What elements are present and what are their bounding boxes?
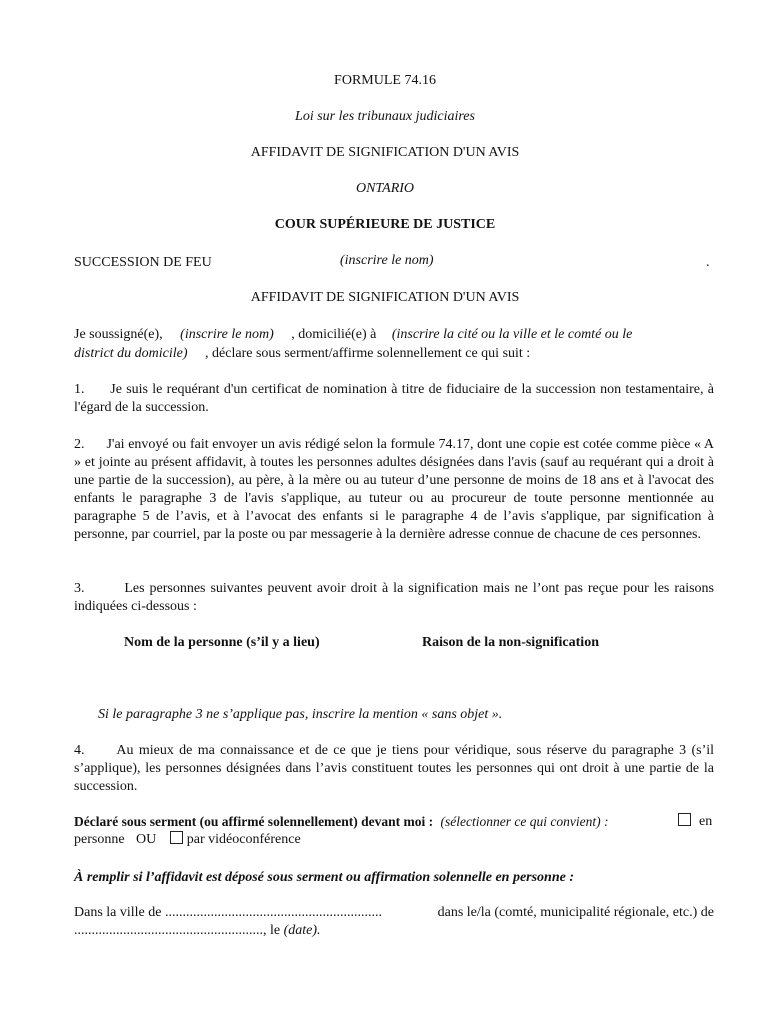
province: ONTARIO [355,181,415,196]
option-in-person-label-2: personne [74,832,125,847]
paragraph-1 [74,381,714,417]
estate-label: SUCCESSION DE FEU [74,255,212,270]
option-video-label: par vidéoconférence [186,832,301,847]
column-header-name: Nom de la personne (s’il y a lieu) [124,635,320,650]
estate-end: . [706,255,710,270]
option-in-person-group [674,813,712,831]
checkbox-in-person[interactable] [678,813,691,826]
court-name: COUR SUPÉRIEURE DE JUSTICE [274,217,496,232]
paragraph-4 [74,742,714,796]
city-line-2 [74,922,321,940]
form-number: FORMULE 74.16 [334,73,436,88]
intro-text-2: , domicilié(e) à [291,327,377,342]
city-text-1: Dans la ville de .............................................................. [74,905,382,920]
paragraph-2 [74,436,714,544]
in-person-heading: À remplir si l’affidavit est déposé sous serment ou affirmation solennelle en personne : [74,870,575,885]
paragraph-1-text: Je suis le requérant d'un certificat de nomination à titre de fiduciaire de la succession non testamentaire, à l'égard de la succession. [74,382,715,415]
date-hint: (date). [283,923,321,938]
intro-text-1: Je soussigné(e), [74,327,163,342]
law-name: Loi sur les tribunaux judiciaires [295,109,475,124]
paragraph-3-number: 3. [74,581,85,596]
intro-domicile-hint-1: (inscrire la cité ou la ville et le comté ou le [391,327,633,342]
paragraph-3-text: Les personnes suivantes peuvent avoir droit à la signification mais ne l’ont pas reçue pour les raisons indiquées ci-dessous : [74,581,714,614]
city-text-3: ......................................................, le [74,923,281,938]
paragraph-2-number: 2. [74,437,85,452]
column-header-reason: Raison de la non-signification [422,635,599,650]
paragraph-3 [74,580,714,616]
estate-name-hint: (inscrire le nom) [340,253,434,268]
or-label: OU [136,832,157,847]
paragraph-2-text: J'ai envoyé ou fait envoyer un avis rédigé selon la formule 74.17, dont une copie est cotée comme pièce « A » et jointe au présent affidavit, à toutes les personnes adultes désignées dans l'avis (sauf au requérant qui a droit à une partie de la succession), au père, à la mère ou au tuteur d’une personne de moins de 18 ans et à l'avocat des enfants le paragraphe 3 de l'avis s'applique, au tuteur ou au procureur de toute personne mentionnée au paragraphe 5 de l’avis, et à l’avocat des enfants si le paragraphe 4 de l’avis s'applique, par signification à personne, par courriel, par la poste ou par messagerie à la dernière adresse connue de chacune de ces personnes. [74,437,714,542]
intro-name-hint: (inscrire le nom) [180,327,274,342]
paragraph-4-text: Au mieux de ma connaissance et de ce que je tiens pour véridique, sous réserve du paragraphe 3 (s’il s’applique), les personnes désignées dans l’avis constituent toutes les personnes qui ont droit à une partie de la succession. [74,743,715,794]
intro-text-3: , déclare sous serment/affirme solennellement ce qui suit : [205,346,531,361]
intro-domicile-hint-2: district du domicile) [74,346,188,361]
intro-line-1 [74,326,632,344]
sworn-statement: Déclaré sous serment (ou affirmé solennellement) devant moi : [74,814,434,829]
city-line-1 [74,904,714,922]
intro-line-2 [74,345,530,363]
city-text-2: dans le/la (comté, municipalité régionale, etc.) de [437,905,714,920]
form-title-repeat: AFFIDAVIT DE SIGNIFICATION D'UN AVIS [250,290,520,305]
checkbox-video[interactable] [170,831,183,844]
form-title: AFFIDAVIT DE SIGNIFICATION D'UN AVIS [250,145,520,160]
sworn-hint: (sélectionner ce qui convient) : [440,814,609,829]
sworn-line-2 [74,831,301,849]
sworn-line-1 [74,813,608,831]
paragraph-4-number: 4. [74,743,85,758]
paragraph-3-note: Si le paragraphe 3 ne s’applique pas, inscrire la mention « sans objet ». [98,707,503,722]
paragraph-1-number: 1. [74,382,85,397]
option-in-person-label-1: en [699,814,713,829]
